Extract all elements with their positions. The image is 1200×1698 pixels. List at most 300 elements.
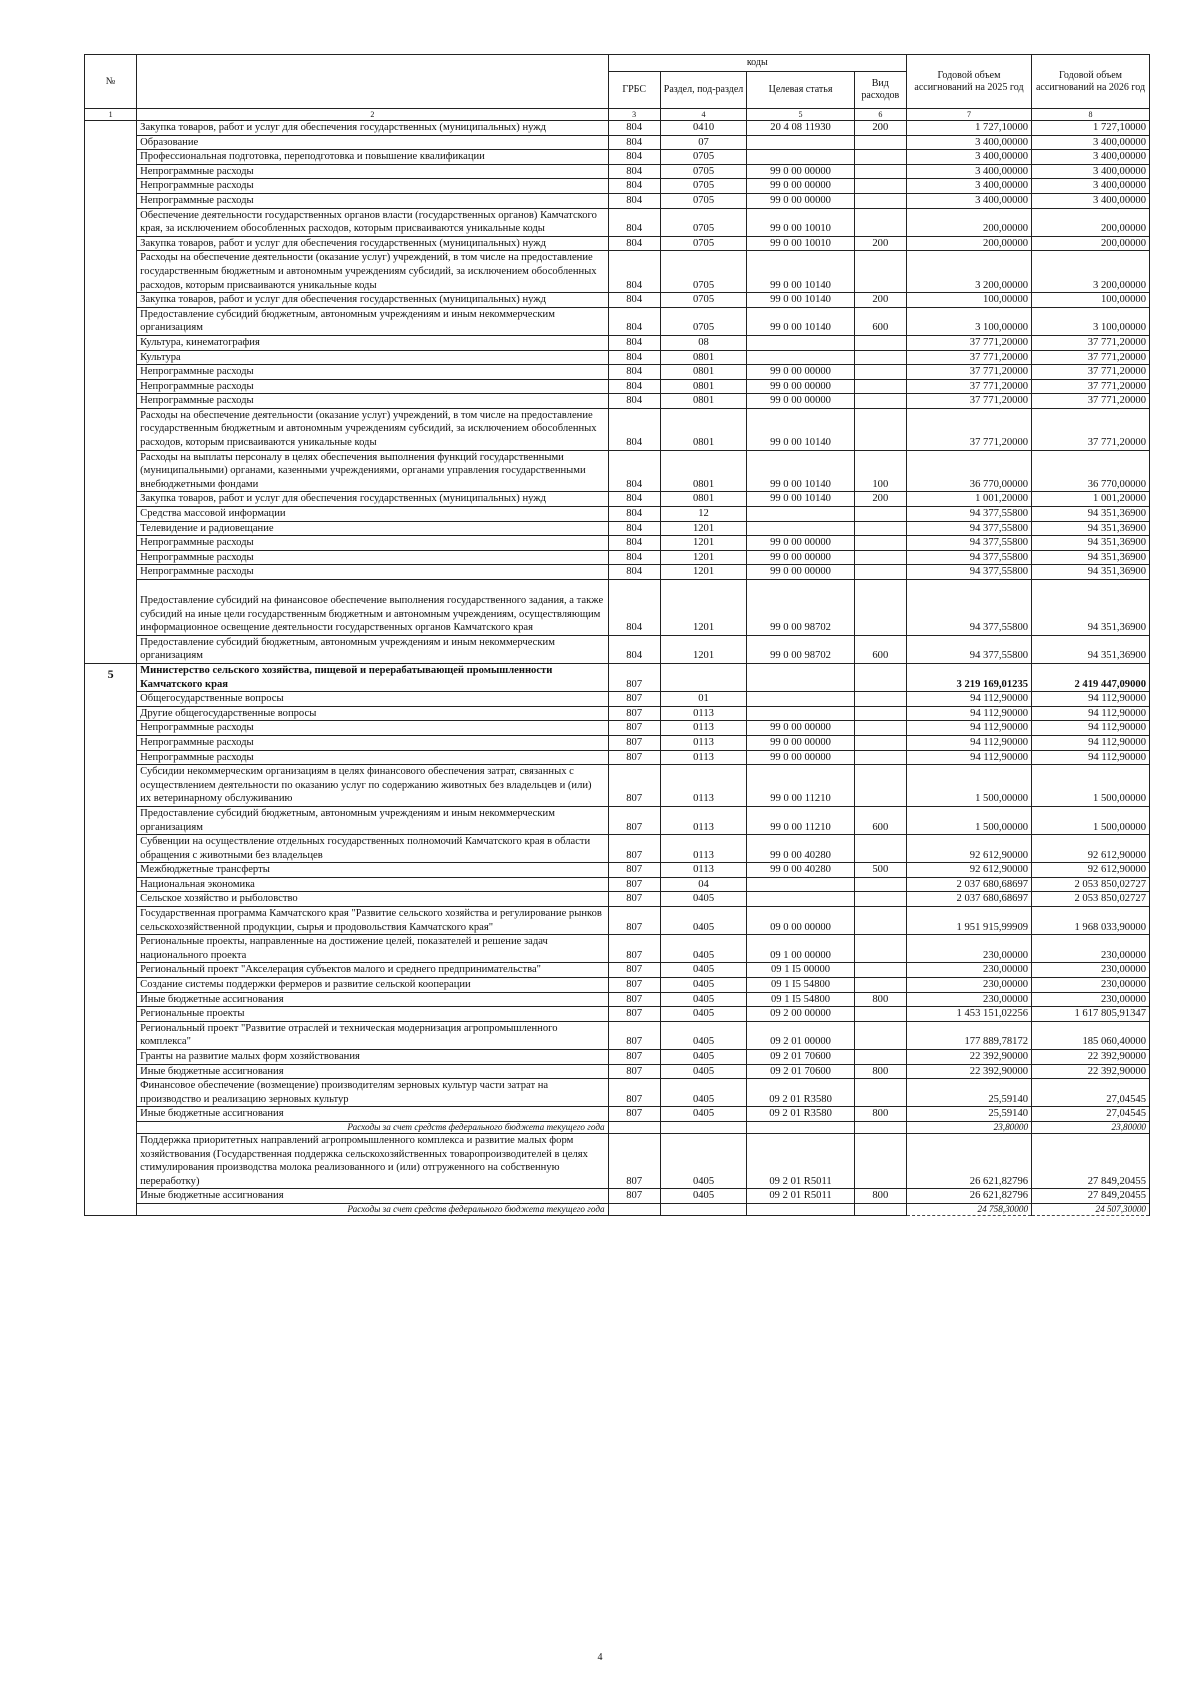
amount-2026-cell: 3 200,00000 (1032, 251, 1150, 293)
amount-2025-cell: 23,80000 (906, 1121, 1031, 1133)
grbs-cell: 804 (608, 394, 660, 409)
table-row (85, 1064, 1150, 1079)
grbs-cell: 807 (608, 1107, 660, 1122)
amount-2026-cell: 2 053 850,02727 (1032, 892, 1150, 907)
federal-budget-note-row (85, 1121, 1150, 1133)
amount-2026-cell: 94 351,36900 (1032, 550, 1150, 565)
table-row (85, 565, 1150, 580)
expense-type-cell (854, 1021, 906, 1049)
column-number: 7 (906, 109, 1031, 121)
amount-2025-cell: 37 771,20000 (906, 394, 1031, 409)
grbs-cell: 807 (608, 907, 660, 935)
expense-type-cell (854, 1121, 906, 1133)
table-row (85, 580, 1150, 636)
table-row (85, 750, 1150, 765)
razdel-cell: 1201 (660, 580, 747, 636)
razdel-cell: 0405 (660, 963, 747, 978)
column-number-row (85, 109, 1150, 121)
amount-2025-cell: 3 400,00000 (906, 164, 1031, 179)
amount-2025-cell: 1 500,00000 (906, 765, 1031, 807)
table-row (85, 892, 1150, 907)
expense-type-cell: 200 (854, 236, 906, 251)
grbs-cell: 804 (608, 135, 660, 150)
target-article-cell: 99 0 00 00000 (747, 721, 854, 736)
expense-type-cell: 200 (854, 121, 906, 136)
amount-2025-cell: 3 400,00000 (906, 193, 1031, 208)
table-row (85, 379, 1150, 394)
amount-2026-cell: 94 351,36900 (1032, 521, 1150, 536)
table-row (85, 1050, 1150, 1065)
description-cell: Региональные проекты (137, 1007, 608, 1022)
table-row (85, 692, 1150, 707)
table-row (85, 492, 1150, 507)
razdel-cell: 0405 (660, 1007, 747, 1022)
razdel-cell: 0705 (660, 236, 747, 251)
target-article-cell: 09 2 01 R5011 (747, 1189, 854, 1204)
description-cell: Непрограммные расходы (137, 721, 608, 736)
target-article-cell: 99 0 00 11210 (747, 806, 854, 834)
grbs-cell: 807 (608, 721, 660, 736)
target-article-cell: 99 0 00 10140 (747, 307, 854, 335)
table-row (85, 935, 1150, 963)
grbs-cell: 804 (608, 251, 660, 293)
expense-type-cell: 800 (854, 1064, 906, 1079)
expense-type-cell: 600 (854, 635, 906, 663)
razdel-cell: 0705 (660, 307, 747, 335)
amount-2026-cell: 94 351,36900 (1032, 565, 1150, 580)
amount-2026-cell: 23,80000 (1032, 1121, 1150, 1133)
amount-2025-cell: 92 612,90000 (906, 835, 1031, 863)
amount-2026-cell: 94 112,90000 (1032, 735, 1150, 750)
grbs-cell: 804 (608, 307, 660, 335)
expense-type-cell (854, 892, 906, 907)
table-row (85, 978, 1150, 993)
grbs-cell: 804 (608, 550, 660, 565)
target-article-cell: 99 0 00 40280 (747, 835, 854, 863)
grbs-cell: 807 (608, 877, 660, 892)
razdel-cell: 0705 (660, 208, 747, 236)
expense-type-cell (854, 365, 906, 380)
description-cell: Межбюджетные трансферты (137, 863, 608, 878)
table-row (85, 550, 1150, 565)
grbs-cell: 804 (608, 236, 660, 251)
expense-type-cell (854, 379, 906, 394)
grbs-cell: 807 (608, 1050, 660, 1065)
target-article-cell (747, 1121, 854, 1133)
grbs-cell: 804 (608, 536, 660, 551)
amount-2026-cell: 36 770,00000 (1032, 450, 1150, 492)
razdel-cell: 0705 (660, 193, 747, 208)
table-row (85, 635, 1150, 663)
amount-2026-cell: 94 112,90000 (1032, 750, 1150, 765)
target-article-cell: 09 2 01 R3580 (747, 1079, 854, 1107)
razdel-cell: 0405 (660, 1079, 747, 1107)
expense-type-cell: 800 (854, 1189, 906, 1204)
amount-2025-cell: 37 771,20000 (906, 365, 1031, 380)
description-cell: Иные бюджетные ассигнования (137, 1107, 608, 1122)
amount-2026-cell: 3 400,00000 (1032, 164, 1150, 179)
grbs-cell: 807 (608, 765, 660, 807)
amount-2026-cell: 94 351,36900 (1032, 635, 1150, 663)
table-row (85, 507, 1150, 522)
description-cell: Непрограммные расходы (137, 179, 608, 194)
grbs-cell: 804 (608, 179, 660, 194)
amount-2025-cell: 2 037 680,68697 (906, 892, 1031, 907)
target-article-cell: 99 0 00 00000 (747, 565, 854, 580)
razdel-cell: 0113 (660, 806, 747, 834)
amount-2025-cell: 3 400,00000 (906, 179, 1031, 194)
razdel-cell: 0801 (660, 408, 747, 450)
description-cell: Общегосударственные вопросы (137, 692, 608, 707)
target-article-cell (747, 507, 854, 522)
target-article-cell: 99 0 00 98702 (747, 635, 854, 663)
table-row (85, 307, 1150, 335)
razdel-cell: 0801 (660, 365, 747, 380)
grbs-cell: 804 (608, 450, 660, 492)
table-row (85, 135, 1150, 150)
table-row (85, 963, 1150, 978)
target-article-cell (747, 663, 854, 691)
razdel-cell: 07 (660, 135, 747, 150)
header-grbs: ГРБС (608, 72, 660, 109)
grbs-cell: 804 (608, 193, 660, 208)
target-article-cell: 99 0 00 10140 (747, 408, 854, 450)
expense-type-cell (854, 521, 906, 536)
description-cell: Поддержка приоритетных направлений агропромышленного комплекса и развитие малых форм хозяйствования (Государственная поддержка сельскохозяйственных товаропроизводителей в целях стимулирования производства молока реализованного и (или) отгруженного на собственную переработку) (137, 1133, 608, 1188)
grbs-cell: 804 (608, 150, 660, 165)
page-number: 4 (597, 1652, 603, 1663)
expense-type-cell (854, 721, 906, 736)
expense-type-cell (854, 692, 906, 707)
amount-2026-cell: 3 100,00000 (1032, 307, 1150, 335)
description-cell: Непрограммные расходы (137, 365, 608, 380)
amount-2026-cell: 230,00000 (1032, 935, 1150, 963)
amount-2026-cell: 94 112,90000 (1032, 721, 1150, 736)
target-article-cell: 09 0 00 00000 (747, 907, 854, 935)
table-row (85, 208, 1150, 236)
table-row (85, 735, 1150, 750)
target-article-cell: 99 0 00 98702 (747, 580, 854, 636)
table-row (85, 835, 1150, 863)
amount-2026-cell: 3 400,00000 (1032, 179, 1150, 194)
header-name (137, 55, 608, 109)
razdel-cell: 0405 (660, 1021, 747, 1049)
grbs-cell: 807 (608, 1007, 660, 1022)
razdel-cell: 0113 (660, 750, 747, 765)
amount-2025-cell: 37 771,20000 (906, 408, 1031, 450)
column-number: 3 (608, 109, 660, 121)
target-article-cell: 99 0 00 00000 (747, 379, 854, 394)
target-article-cell: 99 0 00 00000 (747, 365, 854, 380)
grbs-cell: 804 (608, 379, 660, 394)
amount-2025-cell: 1 951 915,99909 (906, 907, 1031, 935)
table-row (85, 236, 1150, 251)
grbs-cell: 807 (608, 735, 660, 750)
expense-type-cell: 600 (854, 307, 906, 335)
description-cell: Непрограммные расходы (137, 536, 608, 551)
column-number: 1 (85, 109, 137, 121)
expense-type-cell (854, 150, 906, 165)
razdel-cell: 1201 (660, 565, 747, 580)
razdel-cell: 01 (660, 692, 747, 707)
description-cell: Расходы за счет средств федерального бюджета текущего года (137, 1203, 608, 1215)
target-article-cell (747, 692, 854, 707)
description-cell: Другие общегосударственные вопросы (137, 706, 608, 721)
amount-2025-cell: 3 100,00000 (906, 307, 1031, 335)
razdel-cell: 0405 (660, 1189, 747, 1204)
amount-2026-cell: 37 771,20000 (1032, 394, 1150, 409)
target-article-cell: 99 0 00 00000 (747, 193, 854, 208)
description-cell: Региональные проекты, направленные на достижение целей, показателей и решение задач национального проекта (137, 935, 608, 963)
target-article-cell: 99 0 00 10010 (747, 208, 854, 236)
description-cell: Субвенции на осуществление отдельных государственных полномочий Камчатского края в области обращения с животными без владельцев (137, 835, 608, 863)
amount-2025-cell: 230,00000 (906, 963, 1031, 978)
amount-2026-cell: 1 001,20000 (1032, 492, 1150, 507)
expense-type-cell (854, 663, 906, 691)
amount-2026-cell: 200,00000 (1032, 236, 1150, 251)
expense-type-cell (854, 251, 906, 293)
expense-type-cell (854, 877, 906, 892)
description-cell: Гранты на развитие малых форм хозяйствования (137, 1050, 608, 1065)
expense-type-cell (854, 335, 906, 350)
razdel-cell: 1201 (660, 521, 747, 536)
target-article-cell: 09 2 01 70600 (747, 1064, 854, 1079)
table-row (85, 1021, 1150, 1049)
description-cell: Непрограммные расходы (137, 550, 608, 565)
razdel-cell: 0801 (660, 379, 747, 394)
amount-2025-cell: 24 758,30000 (906, 1203, 1031, 1215)
table-row (85, 251, 1150, 293)
description-cell: Предоставление субсидий на финансовое обеспечение выполнения государственного задания, а также субсидий на иные цели государственным бюджетным и автономным учреждениям, осуществляющим информационное освещение деятельности государственных органов Камчатского края (137, 580, 608, 636)
amount-2026-cell: 27,04545 (1032, 1079, 1150, 1107)
amount-2025-cell: 2 037 680,68697 (906, 877, 1031, 892)
amount-2025-cell: 230,00000 (906, 935, 1031, 963)
table-row (85, 1079, 1150, 1107)
grbs-cell: 807 (608, 1189, 660, 1204)
razdel-cell (660, 663, 747, 691)
target-article-cell: 09 1 I5 54800 (747, 992, 854, 1007)
table-row (85, 150, 1150, 165)
expense-type-cell (854, 750, 906, 765)
target-article-cell: 99 0 00 00000 (747, 164, 854, 179)
grbs-cell (608, 1121, 660, 1133)
description-cell: Профессиональная подготовка, переподготовка и повышение квалификации (137, 150, 608, 165)
amount-2026-cell: 37 771,20000 (1032, 379, 1150, 394)
table-row (85, 765, 1150, 807)
amount-2026-cell: 230,00000 (1032, 978, 1150, 993)
table-row (85, 663, 1150, 691)
razdel-cell: 0113 (660, 863, 747, 878)
description-cell: Образование (137, 135, 608, 150)
amount-2025-cell: 92 612,90000 (906, 863, 1031, 878)
razdel-cell: 0113 (660, 835, 747, 863)
description-cell: Непрограммные расходы (137, 394, 608, 409)
expense-type-cell (854, 536, 906, 551)
table-row (85, 121, 1150, 136)
razdel-cell: 0705 (660, 251, 747, 293)
grbs-cell: 804 (608, 208, 660, 236)
expense-type-cell (854, 735, 906, 750)
expense-type-cell: 200 (854, 293, 906, 308)
grbs-cell: 807 (608, 1021, 660, 1049)
target-article-cell: 09 2 01 R3580 (747, 1107, 854, 1122)
amount-2025-cell: 26 621,82796 (906, 1133, 1031, 1188)
target-article-cell (747, 877, 854, 892)
table-row (85, 1007, 1150, 1022)
amount-2026-cell: 100,00000 (1032, 293, 1150, 308)
description-cell: Предоставление субсидий бюджетным, автономным учреждениям и иным некоммерческим организациям (137, 635, 608, 663)
table-row (85, 992, 1150, 1007)
amount-2025-cell: 94 112,90000 (906, 706, 1031, 721)
grbs-cell: 804 (608, 121, 660, 136)
amount-2025-cell: 3 219 169,01235 (906, 663, 1031, 691)
description-cell: Региональный проект "Развитие отраслей и техническая модернизация агропромышленного комплекса" (137, 1021, 608, 1049)
amount-2026-cell: 2 053 850,02727 (1032, 877, 1150, 892)
target-article-cell (747, 892, 854, 907)
table-row (85, 536, 1150, 551)
grbs-cell: 807 (608, 835, 660, 863)
expense-type-cell (854, 565, 906, 580)
amount-2026-cell: 94 112,90000 (1032, 692, 1150, 707)
amount-2025-cell: 37 771,20000 (906, 350, 1031, 365)
amount-2025-cell: 1 500,00000 (906, 806, 1031, 834)
amount-2026-cell: 37 771,20000 (1032, 335, 1150, 350)
target-article-cell: 99 0 00 00000 (747, 394, 854, 409)
expense-type-cell (854, 907, 906, 935)
razdel-cell: 0405 (660, 1107, 747, 1122)
amount-2025-cell: 94 377,55800 (906, 635, 1031, 663)
amount-2026-cell: 2 419 447,09000 (1032, 663, 1150, 691)
amount-2025-cell: 25,59140 (906, 1079, 1031, 1107)
expense-type-cell (854, 580, 906, 636)
amount-2025-cell: 94 377,55800 (906, 507, 1031, 522)
expense-type-cell (854, 706, 906, 721)
expense-type-cell: 100 (854, 450, 906, 492)
grbs-cell: 807 (608, 892, 660, 907)
amount-2025-cell: 94 112,90000 (906, 735, 1031, 750)
razdel-cell: 0705 (660, 164, 747, 179)
table-row (85, 721, 1150, 736)
amount-2026-cell: 3 400,00000 (1032, 135, 1150, 150)
description-cell: Средства массовой информации (137, 507, 608, 522)
table-body (85, 121, 1150, 1216)
expense-type-cell (854, 1203, 906, 1215)
target-article-cell (747, 1203, 854, 1215)
amount-2026-cell: 185 060,40000 (1032, 1021, 1150, 1049)
expense-type-cell: 800 (854, 992, 906, 1007)
amount-2025-cell: 94 377,55800 (906, 550, 1031, 565)
table-row (85, 1133, 1150, 1188)
column-number: 2 (137, 109, 608, 121)
description-cell: Непрограммные расходы (137, 565, 608, 580)
amount-2026-cell: 27 849,20455 (1032, 1189, 1150, 1204)
expense-type-cell (854, 1079, 906, 1107)
razdel-cell: 0113 (660, 721, 747, 736)
header-celevaya: Целевая статья (747, 72, 854, 109)
amount-2026-cell: 22 392,90000 (1032, 1050, 1150, 1065)
table-row (85, 877, 1150, 892)
grbs-cell: 804 (608, 635, 660, 663)
amount-2025-cell: 36 770,00000 (906, 450, 1031, 492)
target-article-cell: 99 0 00 10010 (747, 236, 854, 251)
expense-type-cell (854, 208, 906, 236)
amount-2025-cell: 1 001,20000 (906, 492, 1031, 507)
razdel-cell: 0405 (660, 978, 747, 993)
target-article-cell: 99 0 00 00000 (747, 179, 854, 194)
description-cell: Непрограммные расходы (137, 379, 608, 394)
amount-2026-cell: 94 351,36900 (1032, 580, 1150, 636)
target-article-cell (747, 150, 854, 165)
grbs-cell: 804 (608, 365, 660, 380)
amount-2026-cell: 92 612,90000 (1032, 863, 1150, 878)
amount-2026-cell: 27 849,20455 (1032, 1133, 1150, 1188)
expense-type-cell (854, 179, 906, 194)
razdel-cell: 0405 (660, 1064, 747, 1079)
grbs-cell: 804 (608, 521, 660, 536)
description-cell: Закупка товаров, работ и услуг для обеспечения государственных (муниципальных) нужд (137, 492, 608, 507)
description-cell: Непрограммные расходы (137, 735, 608, 750)
target-article-cell (747, 135, 854, 150)
razdel-cell: 08 (660, 335, 747, 350)
amount-2026-cell: 1 500,00000 (1032, 806, 1150, 834)
razdel-cell: 0113 (660, 765, 747, 807)
grbs-cell: 804 (608, 507, 660, 522)
grbs-cell: 807 (608, 750, 660, 765)
amount-2026-cell: 94 351,36900 (1032, 507, 1150, 522)
table-row (85, 193, 1150, 208)
description-cell: Культура (137, 350, 608, 365)
grbs-cell: 807 (608, 663, 660, 691)
target-article-cell: 99 0 00 10140 (747, 492, 854, 507)
amount-2026-cell: 230,00000 (1032, 992, 1150, 1007)
expense-type-cell (854, 135, 906, 150)
table-row (85, 450, 1150, 492)
amount-2025-cell: 37 771,20000 (906, 379, 1031, 394)
grbs-cell: 804 (608, 293, 660, 308)
expense-type-cell (854, 350, 906, 365)
target-article-cell: 99 0 00 00000 (747, 735, 854, 750)
grbs-cell: 804 (608, 350, 660, 365)
expense-type-cell (854, 978, 906, 993)
description-cell: Расходы за счет средств федерального бюджета текущего года (137, 1121, 608, 1133)
razdel-cell: 0405 (660, 992, 747, 1007)
target-article-cell: 09 1 I5 54800 (747, 978, 854, 993)
amount-2026-cell: 22 392,90000 (1032, 1064, 1150, 1079)
razdel-cell: 1201 (660, 635, 747, 663)
header-2026: Годовой объем ассигнований на 2026 год (1032, 55, 1150, 109)
razdel-cell: 0801 (660, 394, 747, 409)
razdel-cell: 0801 (660, 350, 747, 365)
table-row (85, 863, 1150, 878)
table-row (85, 907, 1150, 935)
target-article-cell: 99 0 00 11210 (747, 765, 854, 807)
razdel-cell: 1201 (660, 550, 747, 565)
description-cell: Предоставление субсидий бюджетным, автономным учреждениям и иным некоммерческим организациям (137, 806, 608, 834)
budget-sheet (84, 54, 1150, 1216)
table-row (85, 1107, 1150, 1122)
grbs-cell: 807 (608, 935, 660, 963)
amount-2025-cell: 22 392,90000 (906, 1050, 1031, 1065)
description-cell: Национальная экономика (137, 877, 608, 892)
razdel-cell: 0410 (660, 121, 747, 136)
target-article-cell: 09 1 00 00000 (747, 935, 854, 963)
razdel-cell: 0405 (660, 935, 747, 963)
expense-type-cell (854, 935, 906, 963)
description-cell: Расходы на обеспечение деятельности (оказание услуг) учреждений, в том числе на предоставление государственным бюджетным и автономным учреждениям субсидий, за исключением обособленных расходов, которым присваиваются уникальные коды (137, 251, 608, 293)
table-row (85, 1189, 1150, 1204)
target-article-cell: 09 2 01 70600 (747, 1050, 854, 1065)
target-article-cell (747, 350, 854, 365)
